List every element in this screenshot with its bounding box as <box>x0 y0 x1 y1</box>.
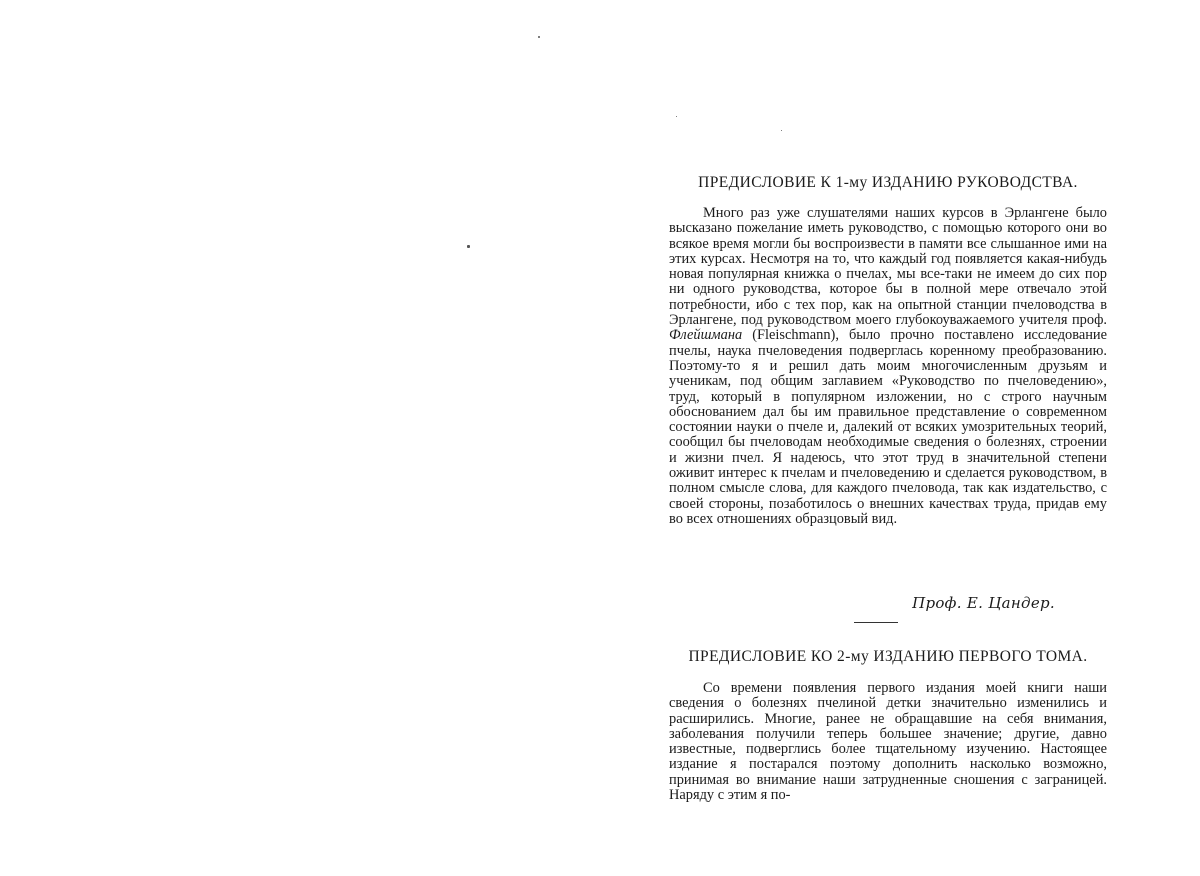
preface1-body <box>669 206 1107 527</box>
preface1-signature: Проф. Е. Цандер. <box>912 594 1055 612</box>
preface1-text-a: Много раз уже слушателями наших курсов в Эрлангене было высказано пожелание иметь руководство, с помощью которого они во всякое время могли бы воспроизвести в памяти все слышанное ими на этих курсах. Несмотря на то, что каждый год появляется какая-нибудь новая популярная книжка о пчелах, мы все-таки не имеем до сих пор ни одного руководства, которое бы в полной мере отвечало этой потребности, ибо с тех пор, как на опытной станции пчеловодства в Эрлангене, под руководством моего глубокоуважаемого учителя проф. <box>669 205 1107 329</box>
scan-speck <box>538 36 540 38</box>
section-divider <box>854 622 898 623</box>
text-column <box>669 0 1107 876</box>
preface1-title: ПРЕДИСЛОВИЕ К 1-му ИЗДАНИЮ РУКОВОДСТВА. <box>698 174 1078 191</box>
preface2-body: Со времени появления первого издания моей книги наши сведения о болезнях пчелиной детки значительно изменились и расширились. Многие, ранее не обращавшие на себя внимания, заболевания получили теперь большее значение; другие, давно известные, подверглись более тщательному изучению. Настоящее издание я постарался поэтому дополнить насколько возможно, принимая во внимание наши затрудненные сношения с заграницей. Наряду с этим я по- <box>669 680 1107 804</box>
preface2-title: ПРЕДИСЛОВИЕ КО 2-му ИЗДАНИЮ ПЕРВОГО ТОМА. <box>688 648 1088 665</box>
scan-speck <box>467 245 470 248</box>
preface1-emphasis: Флейшмана <box>669 327 743 344</box>
preface1-text-b: (Fleischmann), было прочно поставлено исследование пчелы, наука пчеловедения подверглась коренному преобразованию. Поэтому-то я и решил дать моим многочисленным друзьям и ученикам, под общим заглавием «Руководство по пчеловедению», труд, который в популярном изложении, но с строго научным обоснованием дал бы им правильное представление о современном состоянии науки о пчеле и, далекий от всяких умозрительных теорий, сообщил бы пчеловодам необходимые сведения о болезнях, строении и жизни пчел. Я надеюсь, что этот труд в значительной степени оживит интерес к пчелам и пчеловедению и сделается руководством, в полном смысле слова, для каждого пчеловода, так как издательство, с своей стороны, позаботилось о внешних качествах труда, придав ему во всех отношениях образцовый вид. <box>669 327 1107 527</box>
